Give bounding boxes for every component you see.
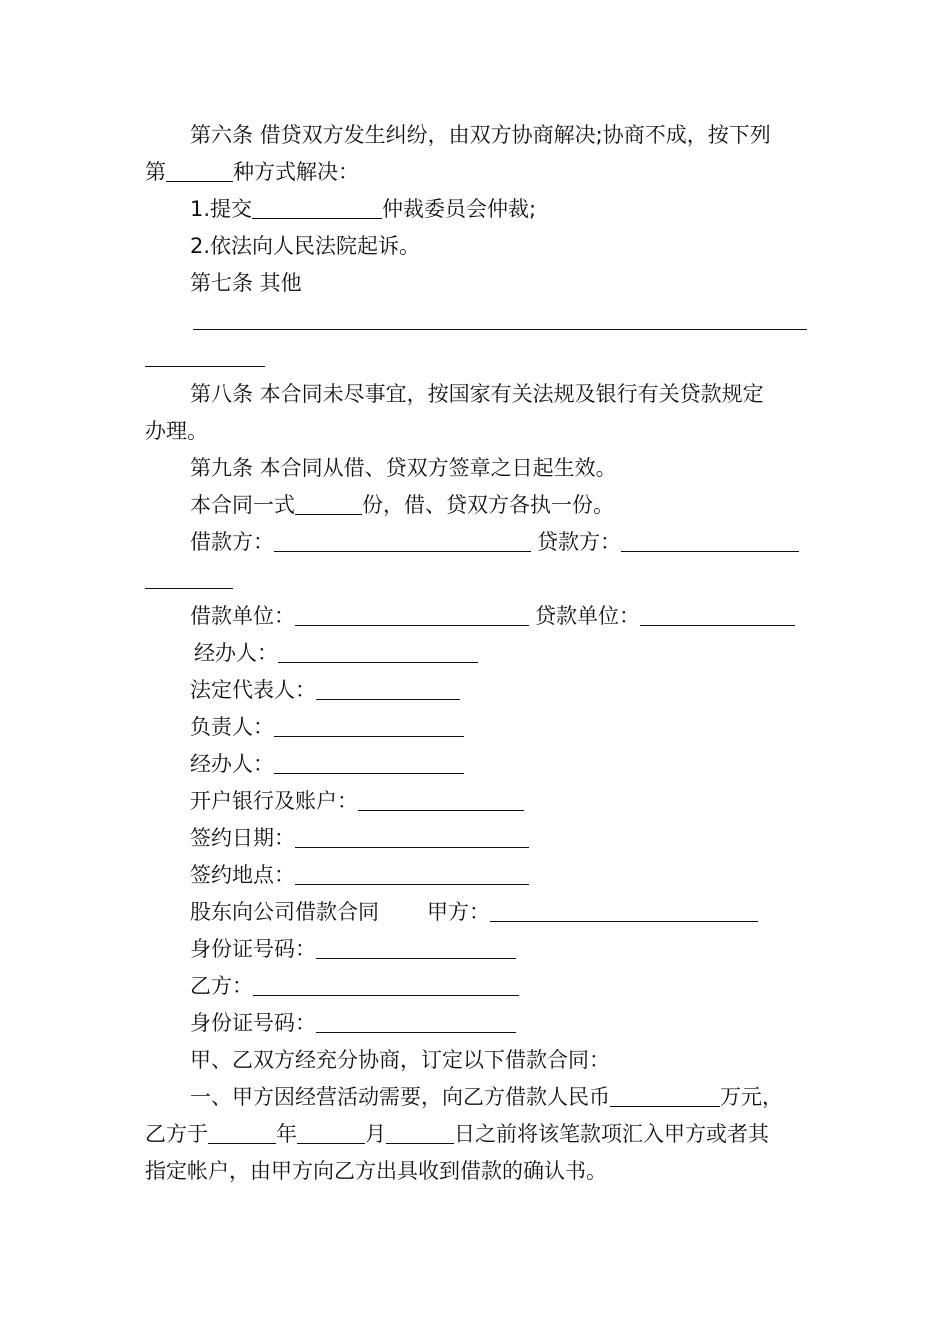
option-1: 1.提交 仲裁委员会仲裁;	[145, 191, 810, 228]
blank-field[interactable]	[295, 601, 529, 626]
blank-field[interactable]	[386, 1119, 454, 1144]
borrower-lender-line-cont	[145, 561, 810, 598]
handler-2-line: 经办人：	[145, 746, 810, 783]
sign-date-line: 签约日期：	[145, 820, 810, 857]
id-number-2-line: 身份证号码：	[145, 1005, 810, 1042]
intro-line: 甲、乙双方经充分协商，订定以下借款合同：	[190, 1048, 610, 1072]
blank-field[interactable]	[295, 823, 529, 848]
blank-field[interactable]	[145, 564, 233, 589]
blank-field[interactable]	[253, 971, 519, 996]
article-8-line-2: 办理。	[145, 419, 208, 443]
article-7-blank-line-cont	[145, 339, 810, 376]
id-number-1-line: 身份证号码：	[145, 931, 810, 968]
blank-field[interactable]	[610, 1082, 720, 1107]
blank-field[interactable]	[316, 1008, 516, 1033]
borrower-lender-line: 借款方： 贷款方：	[145, 524, 810, 561]
blank-field[interactable]	[490, 897, 758, 922]
blank-field[interactable]	[208, 1119, 276, 1144]
blank-field[interactable]	[145, 342, 265, 367]
contract-title: 股东向公司借款合同	[190, 900, 379, 924]
blank-field[interactable]	[316, 934, 516, 959]
article-6-line-2: 第 种方式解决：	[145, 154, 810, 191]
blank-field[interactable]	[274, 712, 464, 737]
copies-line: 本合同一式 份，借、贷双方各执一份。	[145, 487, 810, 524]
clause-1-line-2: 乙方于 年 月 日之前将该笔款项汇入甲方或者其	[145, 1116, 810, 1153]
blank-field[interactable]	[166, 157, 233, 182]
clause-1-line-3: 指定帐户，由甲方向乙方出具收到借款的确认书。	[145, 1159, 607, 1183]
legal-rep-line: 法定代表人：	[145, 672, 810, 709]
article-7-blank-line	[145, 302, 810, 339]
blank-field[interactable]	[295, 860, 529, 885]
blank-field[interactable]	[274, 527, 531, 552]
bank-account-line: 开户银行及账户：	[145, 783, 810, 820]
blank-field[interactable]	[621, 527, 799, 552]
option-2: 2.依法向人民法院起诉。	[190, 234, 421, 258]
contract-text	[145, 117, 810, 1190]
blank-field[interactable]	[278, 638, 478, 663]
blank-field[interactable]	[193, 305, 807, 330]
units-line: 借款单位： 贷款单位：	[145, 598, 810, 635]
article-7: 第七条 其他	[190, 271, 302, 295]
article-6-line-1: 第六条 借贷双方发生纠纷，由双方协商解决;协商不成，按下列	[190, 123, 771, 147]
blank-field[interactable]	[640, 601, 795, 626]
person-in-charge-line: 负责人：	[145, 709, 810, 746]
blank-field[interactable]	[252, 194, 382, 219]
article-9: 第九条 本合同从借、贷双方签章之日起生效。	[190, 456, 617, 480]
party-b-line: 乙方：	[145, 968, 810, 1005]
article-8-line-1: 第八条 本合同未尽事宜，按国家有关法规及银行有关贷款规定	[190, 382, 764, 406]
blank-field[interactable]	[316, 675, 460, 700]
blank-field[interactable]	[295, 490, 362, 515]
contract-title-line: 股东向公司借款合同 甲方：	[145, 894, 810, 931]
handler-1-line: 经办人：	[145, 635, 810, 672]
clause-1-line-1: 一、甲方因经营活动需要，向乙方借款人民币 万元，	[145, 1079, 810, 1116]
sign-place-line: 签约地点：	[145, 857, 810, 894]
blank-field[interactable]	[274, 749, 464, 774]
blank-field[interactable]	[297, 1119, 365, 1144]
blank-field[interactable]	[358, 786, 524, 811]
